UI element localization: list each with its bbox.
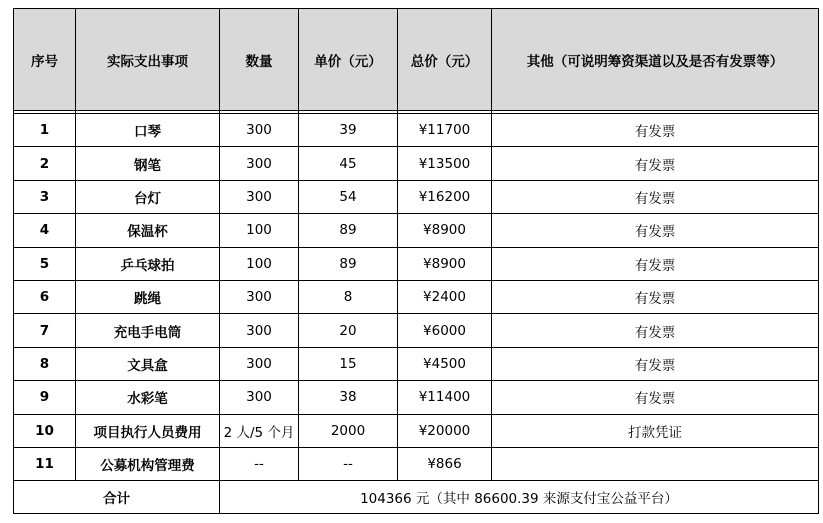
table-row bbox=[14, 180, 819, 213]
table-row bbox=[14, 414, 819, 447]
table-row bbox=[14, 247, 819, 280]
unit-price-cell: 15 bbox=[299, 347, 398, 380]
expense-item-cell: 水彩笔 bbox=[76, 381, 220, 414]
expense-item-cell: 公募机构管理费 bbox=[76, 447, 220, 480]
expense-item-cell: 口琴 bbox=[76, 114, 220, 147]
unit-price-cell: 45 bbox=[299, 147, 398, 180]
other-notes-cell: 有发票 bbox=[492, 381, 819, 414]
expense-item-cell: 跳绳 bbox=[76, 280, 220, 313]
header-cell-other: 其他（可说明筹资渠道以及是否有发票等） bbox=[492, 9, 819, 111]
table-row bbox=[14, 147, 819, 180]
row-number-cell: 10 bbox=[14, 414, 76, 447]
unit-price-cell: 89 bbox=[299, 214, 398, 247]
unit-price-cell: -- bbox=[299, 447, 398, 480]
quantity-cell: 300 bbox=[220, 314, 299, 347]
table-row bbox=[14, 447, 819, 480]
row-number-cell: 11 bbox=[14, 447, 76, 480]
quantity-cell: 100 bbox=[220, 247, 299, 280]
header-cell-total: 总价（元） bbox=[398, 9, 492, 111]
other-notes-cell: 有发票 bbox=[492, 114, 819, 147]
row-number-cell: 6 bbox=[14, 280, 76, 313]
expense-item-cell: 保温杯 bbox=[76, 214, 220, 247]
unit-price-cell: 20 bbox=[299, 314, 398, 347]
total-price-cell: ¥8900 bbox=[398, 214, 492, 247]
total-label: 合计 bbox=[14, 481, 220, 514]
header-row bbox=[14, 9, 819, 111]
other-notes-cell: 有发票 bbox=[492, 147, 819, 180]
table-row bbox=[14, 114, 819, 147]
other-notes-cell: 有发票 bbox=[492, 280, 819, 313]
total-price-cell: ¥2400 bbox=[398, 280, 492, 313]
unit-price-cell: 54 bbox=[299, 180, 398, 213]
quantity-cell: 300 bbox=[220, 180, 299, 213]
unit-price-cell: 39 bbox=[299, 114, 398, 147]
unit-price-cell: 2000 bbox=[299, 414, 398, 447]
row-number-cell: 3 bbox=[14, 180, 76, 213]
total-price-cell: ¥20000 bbox=[398, 414, 492, 447]
total-price-cell: ¥11400 bbox=[398, 381, 492, 414]
total-price-cell: ¥866 bbox=[398, 447, 492, 480]
table-row bbox=[14, 314, 819, 347]
header-cell-qty: 数量 bbox=[220, 9, 299, 111]
quantity-cell: 300 bbox=[220, 381, 299, 414]
expense-item-cell: 项目执行人员费用 bbox=[76, 414, 220, 447]
expense-item-cell: 钢笔 bbox=[76, 147, 220, 180]
row-number-cell: 1 bbox=[14, 114, 76, 147]
row-number-cell: 2 bbox=[14, 147, 76, 180]
other-notes-cell: 有发票 bbox=[492, 180, 819, 213]
header-cell-item: 实际支出事项 bbox=[76, 9, 220, 111]
total-price-cell: ¥16200 bbox=[398, 180, 492, 213]
quantity-cell: 300 bbox=[220, 147, 299, 180]
quantity-cell: 2 人/5 个月 bbox=[220, 414, 299, 447]
other-notes-cell bbox=[492, 447, 819, 480]
row-number-cell: 5 bbox=[14, 247, 76, 280]
expense-table bbox=[13, 8, 819, 514]
total-price-cell: ¥13500 bbox=[398, 147, 492, 180]
header-cell-price: 单价（元） bbox=[299, 9, 398, 111]
table-row bbox=[14, 347, 819, 380]
unit-price-cell: 38 bbox=[299, 381, 398, 414]
other-notes-cell: 有发票 bbox=[492, 314, 819, 347]
other-notes-cell: 有发票 bbox=[492, 247, 819, 280]
unit-price-cell: 89 bbox=[299, 247, 398, 280]
row-number-cell: 7 bbox=[14, 314, 76, 347]
total-price-cell: ¥8900 bbox=[398, 247, 492, 280]
total-value: 104366 元（其中 86600.39 来源支付宝公益平台） bbox=[220, 481, 819, 514]
row-number-cell: 8 bbox=[14, 347, 76, 380]
expense-item-cell: 充电手电筒 bbox=[76, 314, 220, 347]
total-price-cell: ¥11700 bbox=[398, 114, 492, 147]
quantity-cell: -- bbox=[220, 447, 299, 480]
quantity-cell: 300 bbox=[220, 347, 299, 380]
other-notes-cell: 有发票 bbox=[492, 347, 819, 380]
total-price-cell: ¥4500 bbox=[398, 347, 492, 380]
total-row bbox=[14, 481, 819, 514]
table-row bbox=[14, 381, 819, 414]
expense-item-cell: 台灯 bbox=[76, 180, 220, 213]
header-cell-no: 序号 bbox=[14, 9, 76, 111]
unit-price-cell: 8 bbox=[299, 280, 398, 313]
table-row bbox=[14, 280, 819, 313]
row-number-cell: 4 bbox=[14, 214, 76, 247]
quantity-cell: 100 bbox=[220, 214, 299, 247]
quantity-cell: 300 bbox=[220, 280, 299, 313]
row-number-cell: 9 bbox=[14, 381, 76, 414]
expense-item-cell: 文具盒 bbox=[76, 347, 220, 380]
other-notes-cell: 有发票 bbox=[492, 214, 819, 247]
expense-item-cell: 乒乓球拍 bbox=[76, 247, 220, 280]
expense-table-container bbox=[13, 8, 818, 514]
quantity-cell: 300 bbox=[220, 114, 299, 147]
table-row bbox=[14, 214, 819, 247]
total-price-cell: ¥6000 bbox=[398, 314, 492, 347]
other-notes-cell: 打款凭证 bbox=[492, 414, 819, 447]
